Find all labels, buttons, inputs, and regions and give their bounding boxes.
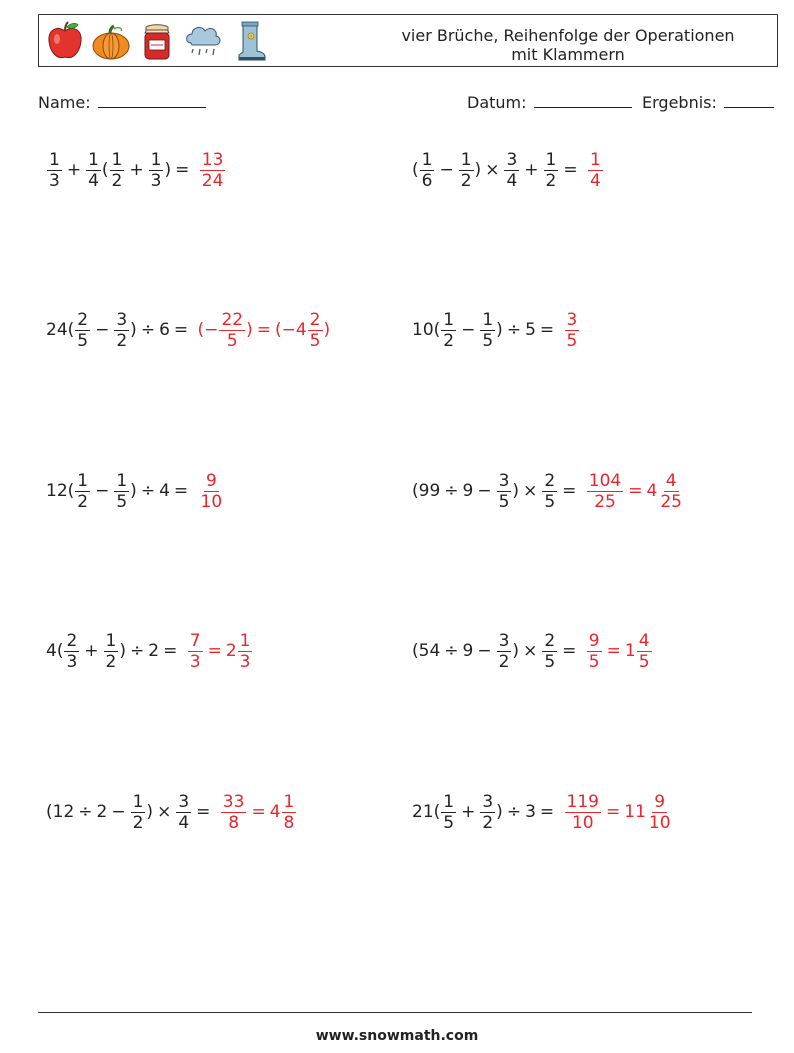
fraction: [480, 792, 495, 833]
header-box: [38, 14, 778, 67]
term: 24(: [46, 320, 75, 340]
answer-fraction: [637, 631, 652, 672]
result-blank[interactable]: [724, 93, 774, 108]
operator: ×: [523, 641, 538, 661]
numerator: 1: [150, 149, 162, 170]
answer: [564, 310, 581, 351]
operator: =: [606, 641, 621, 661]
date-label: Datum:: [467, 93, 527, 112]
numerator: 4: [638, 630, 650, 651]
fraction: [131, 792, 146, 833]
footer-divider: [38, 1012, 752, 1013]
denominator: 2: [105, 651, 117, 672]
denominator: 5: [498, 491, 510, 512]
term: 4: [646, 481, 658, 501]
term: (−: [197, 320, 219, 340]
numerator: 3: [498, 470, 510, 491]
answer: [199, 150, 227, 191]
operator: =: [207, 641, 222, 661]
footer-website: www.snowmath.com: [315, 1028, 479, 1044]
fraction: [64, 631, 79, 672]
operator: ×: [157, 802, 172, 822]
denominator: 2: [460, 170, 472, 191]
denominator: 6: [421, 170, 433, 191]
numerator: 4: [665, 470, 677, 491]
numerator: 1: [77, 470, 89, 491]
operator: =: [562, 481, 577, 501]
operator: =: [539, 320, 555, 340]
numerator: 9: [588, 630, 600, 651]
problem: [412, 626, 653, 676]
fraction: [497, 471, 512, 512]
numerator: 1: [590, 149, 601, 170]
answer-fraction: [282, 792, 297, 833]
denominator: 5: [544, 491, 556, 512]
denominator: 3: [239, 651, 251, 672]
fraction: [176, 792, 191, 833]
denominator: 3: [189, 651, 201, 672]
operator: +: [524, 160, 539, 180]
term: 2: [96, 802, 108, 822]
numerator: 1: [132, 791, 144, 812]
numerator: 2: [66, 630, 78, 651]
jam-jar-icon: [137, 19, 177, 63]
term: 9: [462, 641, 474, 661]
denominator: 2: [77, 491, 89, 512]
denominator: 25: [660, 491, 682, 512]
operator: =: [196, 802, 211, 822]
term: 2: [148, 641, 160, 661]
fraction: [542, 471, 557, 512]
answer-fraction: [200, 150, 226, 191]
operator: =: [563, 160, 578, 180]
answer: [587, 150, 604, 191]
answer-fraction: [308, 310, 323, 351]
denominator: 5: [116, 491, 128, 512]
operator: =: [251, 802, 266, 822]
term: ): [323, 320, 331, 340]
denominator: 5: [566, 330, 578, 351]
operator: ÷: [78, 802, 93, 822]
denominator: 2: [498, 651, 510, 672]
numerator: 1: [116, 470, 128, 491]
answer-fraction: [587, 631, 602, 672]
term: (−4: [274, 320, 307, 340]
rain-cloud-icon: [183, 19, 223, 63]
denominator: 2: [482, 812, 494, 833]
fraction: [47, 150, 62, 191]
operator: ÷: [140, 481, 156, 501]
answer: [198, 310, 331, 351]
term: ): [130, 481, 137, 501]
term: (54: [412, 641, 441, 661]
denominator: 2: [111, 170, 123, 191]
term: ): [474, 160, 482, 180]
denominator: 2: [116, 330, 128, 351]
term: 10(: [412, 320, 441, 340]
answer-fraction: [647, 792, 673, 833]
numerator: 9: [654, 791, 666, 812]
answer-fraction: [565, 310, 580, 351]
term: (99: [412, 481, 441, 501]
fraction: [114, 310, 129, 351]
problem: [412, 466, 685, 516]
denominator: 3: [66, 651, 78, 672]
term: ): [119, 641, 126, 661]
answer-fraction: [565, 792, 601, 833]
problem: [412, 787, 674, 837]
numerator: 104: [588, 470, 622, 491]
numerator: 2: [544, 630, 556, 651]
numerator: 3: [566, 309, 578, 330]
result-field: [642, 93, 774, 112]
operator: =: [163, 641, 178, 661]
fraction: [459, 150, 474, 191]
numerator: 3: [506, 149, 518, 170]
fraction: [86, 150, 101, 191]
fraction: [104, 631, 119, 672]
answer-fraction: [658, 471, 684, 512]
term: 4: [269, 802, 281, 822]
numerator: 1: [482, 309, 494, 330]
denominator: 10: [200, 491, 223, 512]
fraction: [75, 310, 90, 351]
denominator: 3: [150, 170, 162, 191]
term: 4(: [46, 641, 64, 661]
fraction: [149, 150, 164, 191]
name-blank[interactable]: [98, 93, 206, 108]
answer: [187, 631, 254, 672]
problem: [412, 305, 580, 355]
term: 21(: [412, 802, 441, 822]
fraction: [75, 471, 90, 512]
term: (: [412, 160, 419, 180]
numerator: 119: [566, 791, 599, 812]
denominator: 5: [309, 330, 321, 351]
denominator: 5: [482, 330, 494, 351]
numerator: 2: [309, 309, 321, 330]
problem: [46, 305, 330, 355]
problem: [46, 787, 297, 837]
denominator: 2: [545, 170, 557, 191]
date-blank[interactable]: [534, 93, 632, 108]
rain-boot-icon: [229, 19, 269, 63]
numerator: 1: [111, 149, 123, 170]
operator: =: [173, 481, 189, 501]
denominator: 2: [132, 812, 144, 833]
fraction: [544, 150, 559, 191]
numerator: 1: [105, 630, 117, 651]
operator: =: [175, 160, 190, 180]
numerator: 1: [239, 630, 251, 651]
operator: −: [477, 641, 492, 661]
operator: +: [66, 160, 82, 180]
denominator: 5: [77, 330, 89, 351]
operator: ÷: [140, 320, 156, 340]
term: (: [101, 160, 109, 180]
answer: [586, 471, 685, 512]
term: ): [164, 160, 172, 180]
fraction: [420, 150, 435, 191]
answer-fraction: [199, 471, 225, 512]
denominator: 4: [88, 170, 99, 191]
problem: [46, 145, 226, 195]
answer: [586, 631, 653, 672]
denominator: 24: [201, 170, 224, 191]
problem: [46, 466, 225, 516]
fraction: [480, 310, 495, 351]
pumpkin-icon: [91, 19, 131, 63]
denominator: 10: [648, 812, 671, 833]
numerator: 7: [189, 630, 201, 651]
denominator: 4: [178, 812, 190, 833]
operator: +: [84, 641, 99, 661]
numerator: 3: [178, 791, 190, 812]
term: 5: [525, 320, 536, 340]
numerator: 13: [201, 149, 224, 170]
denominator: 3: [49, 170, 60, 191]
operator: =: [256, 320, 271, 340]
answer-fraction: [587, 471, 623, 512]
operator: ÷: [130, 641, 145, 661]
term: 3: [525, 802, 536, 822]
term: 1: [624, 641, 636, 661]
denominator: 5: [226, 330, 238, 351]
numerator: 1: [545, 149, 557, 170]
denominator: 8: [228, 812, 240, 833]
answer-fraction: [219, 310, 245, 351]
numerator: 22: [221, 309, 244, 330]
operator: ÷: [444, 481, 459, 501]
operator: −: [111, 802, 126, 822]
term: ): [496, 320, 503, 340]
term: ): [496, 802, 503, 822]
operator: =: [539, 802, 555, 822]
fraction: [110, 150, 125, 191]
fraction: [114, 471, 129, 512]
term: (12: [46, 802, 75, 822]
worksheet-title: [383, 26, 753, 64]
term: ): [512, 641, 520, 661]
term: 2: [225, 641, 237, 661]
numerator: 33: [222, 791, 245, 812]
fraction: [497, 631, 512, 672]
numerator: 3: [498, 630, 510, 651]
term: 6: [159, 320, 170, 340]
numerator: 2: [77, 309, 89, 330]
numerator: 1: [443, 309, 455, 330]
operator: −: [461, 320, 476, 340]
fraction: [441, 310, 456, 351]
operator: ×: [523, 481, 538, 501]
answer-fraction: [588, 150, 603, 191]
operator: ÷: [506, 320, 522, 340]
denominator: 8: [283, 812, 295, 833]
result-label: Ergebnis:: [642, 93, 717, 112]
term: 12(: [46, 481, 75, 501]
apple-icon: [45, 19, 85, 63]
denominator: 5: [638, 651, 650, 672]
numerator: 1: [460, 149, 472, 170]
denominator: 5: [544, 651, 556, 672]
problem: [412, 145, 604, 195]
denominator: 5: [443, 812, 455, 833]
denominator: 10: [571, 812, 594, 833]
operator: +: [461, 802, 476, 822]
term: ): [146, 802, 154, 822]
operator: −: [95, 320, 110, 340]
operator: ÷: [506, 802, 522, 822]
numerator: 1: [283, 791, 295, 812]
answer-fraction: [221, 792, 247, 833]
numerator: 1: [421, 149, 433, 170]
numerator: 3: [482, 791, 494, 812]
numerator: 1: [49, 149, 60, 170]
numerator: 2: [544, 470, 556, 491]
operator: =: [562, 641, 577, 661]
operator: =: [628, 481, 643, 501]
term: 4: [159, 481, 170, 501]
answer-fraction: [188, 631, 203, 672]
operator: −: [439, 160, 454, 180]
name-label: Name:: [38, 93, 91, 112]
denominator: 4: [590, 170, 601, 191]
answer: [220, 792, 298, 833]
name-field: [38, 93, 206, 112]
date-field: [467, 93, 632, 112]
operator: +: [129, 160, 144, 180]
fraction: [504, 150, 519, 191]
term: 9: [462, 481, 474, 501]
title-line-1: vier Brüche, Reihenfolge der Operationen: [401, 26, 735, 45]
denominator: 2: [443, 330, 455, 351]
denominator: 4: [506, 170, 518, 191]
numerator: 3: [116, 309, 128, 330]
term: ): [246, 320, 253, 340]
numerator: 1: [88, 149, 99, 170]
term: ): [130, 320, 137, 340]
icon-strip: [45, 19, 269, 63]
fraction: [542, 631, 557, 672]
numerator: 1: [443, 791, 455, 812]
operator: =: [173, 320, 189, 340]
problem: [46, 626, 253, 676]
fraction: [441, 792, 456, 833]
answer-fraction: [238, 631, 253, 672]
title-line-2: mit Klammern: [511, 45, 625, 64]
operator: =: [606, 802, 621, 822]
operator: −: [477, 481, 492, 501]
numerator: 9: [205, 470, 217, 491]
denominator: 25: [594, 491, 616, 512]
denominator: 5: [588, 651, 600, 672]
operator: −: [95, 481, 110, 501]
term: 11: [624, 802, 646, 822]
answer: [198, 471, 226, 512]
operator: ÷: [444, 641, 459, 661]
operator: ×: [485, 160, 500, 180]
term: ): [512, 481, 520, 501]
answer: [564, 792, 674, 833]
